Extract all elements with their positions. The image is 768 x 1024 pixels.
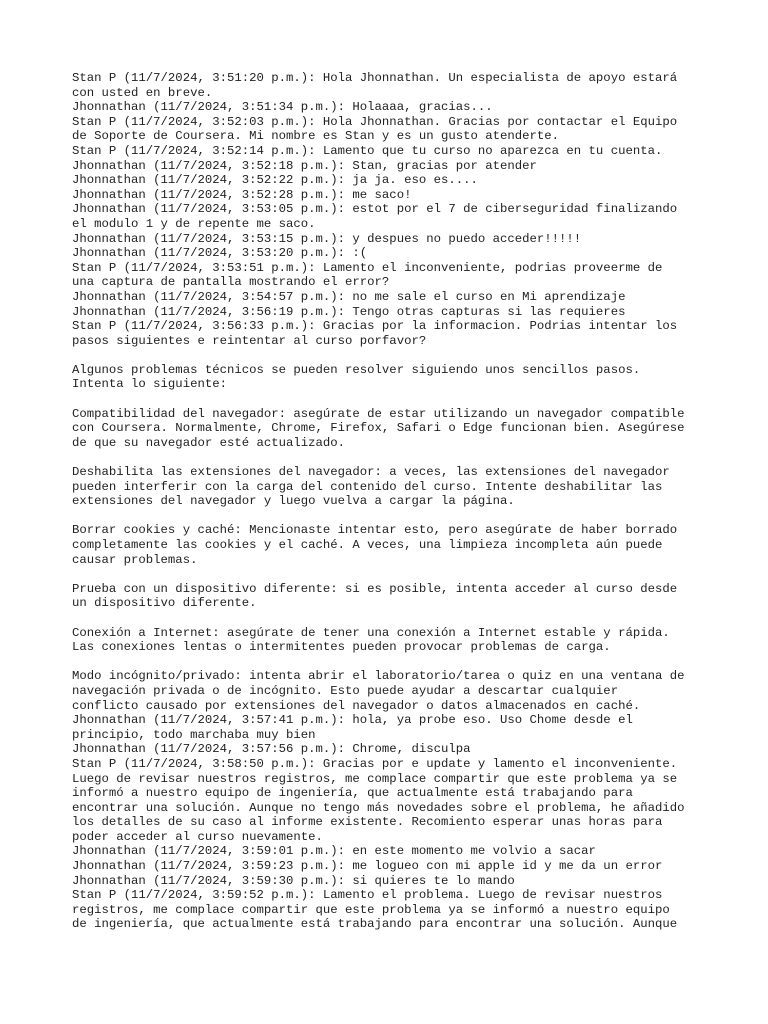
transcript-line: Las conexiones lentas o intermitentes pueden provocar problemas de carga.: [72, 640, 611, 655]
transcript-line: [72, 611, 712, 626]
transcript-line: de Soporte de Coursera. Mi nombre es Stan y es un gusto atenderte.: [72, 129, 560, 144]
transcript-line: informó a nuestro equipo de ingeniería, que actualmente está trabajando para: [72, 786, 633, 801]
transcript-line: los detalles de su caso al informe existente. Recomiento esperar unas horas para: [72, 815, 663, 830]
transcript-line: [72, 392, 712, 407]
transcript-line: Jhonnathan (11/7/2024, 3:56:19 p.m.): Tengo otras capturas si las requieres: [72, 304, 626, 319]
transcript-line: completamente las cookies y el caché. A veces, una limpieza incompleta aún puede: [72, 538, 663, 552]
transcript-line: Compatibilidad del navegador: asegúrate de estar utilizando un navegador compatible: [72, 406, 685, 421]
transcript-line: Jhonnathan (11/7/2024, 3:54:57 p.m.): no me sale el curso en Mi aprendizaje: [72, 289, 626, 304]
transcript-line: Jhonnathan (11/7/2024, 3:53:20 p.m.): :(: [72, 246, 368, 261]
transcript-line: el modulo 1 y de repente me saco.: [72, 216, 316, 231]
transcript-line: registros, me complace compartir que este problema ya se informó a nuestro equipo: [72, 902, 670, 917]
transcript-line: Stan P (11/7/2024, 3:52:14 p.m.): Lamento que tu curso no aparezca en tu cuenta.: [72, 143, 663, 158]
transcript-line: Jhonnathan (11/7/2024, 3:59:23 p.m.): me logueo con mi apple id y me da un error: [72, 859, 663, 874]
transcript-line: Intenta lo siguiente:: [72, 377, 227, 392]
transcript-line: navegación privada o de incógnito. Esto puede ayudar a descartar cualquier: [72, 683, 619, 698]
transcript-line: Jhonnathan (11/7/2024, 3:53:05 p.m.): estot por el 7 de ciberseguridad finalizando: [72, 202, 678, 217]
transcript-line: Stan P (11/7/2024, 3:58:50 p.m.): Gracias por e update y lamento el inconveniente.: [72, 756, 678, 771]
transcript-line: poder acceder al curso nuevamente.: [72, 829, 323, 844]
transcript-line: Jhonnathan (11/7/2024, 3:52:22 p.m.): ja ja. eso es....: [72, 173, 478, 188]
transcript-line: de ingeniería, que actualmente está trabajando para encontrar una solución. Aunque: [72, 917, 678, 932]
transcript-line: Borrar cookies y caché: Mencionaste intentar esto, pero asegúrate de haber borrado: [72, 523, 678, 538]
transcript-line: un dispositivo diferente.: [72, 596, 257, 611]
transcript-line: Algunos problemas técnicos se pueden resolver siguiendo unos sencillos pasos.: [72, 362, 641, 377]
transcript-line: con usted en breve.: [72, 85, 213, 100]
transcript-line: Jhonnathan (11/7/2024, 3:52:28 p.m.): me saco!: [72, 187, 412, 202]
transcript-line: Stan P (11/7/2024, 3:56:33 p.m.): Gracias por la informacion. Podrias intentar los: [72, 319, 678, 334]
transcript-line: extensiones del navegador y luego vuelva a cargar la página.: [72, 494, 515, 509]
transcript-line: Modo incógnito/privado: intenta abrir el laboratorio/tarea o quiz en una ventana de: [72, 669, 685, 684]
transcript-line: [72, 509, 712, 524]
transcript-line: [72, 348, 712, 363]
transcript-line: Stan P (11/7/2024, 3:51:20 p.m.): Hola Jhonnathan. Un especialista de apoyo estará: [72, 71, 678, 85]
chat-transcript: [72, 71, 712, 932]
transcript-line: Stan P (11/7/2024, 3:53:51 p.m.): Lamento el inconveniente, podrias proveerme de: [72, 260, 663, 275]
transcript-line: de que su navegador esté actualizado.: [72, 435, 346, 450]
transcript-line: conflicto causado por extensiones del navegador o datos almacenados en caché.: [72, 698, 641, 713]
transcript-line: Jhonnathan (11/7/2024, 3:52:18 p.m.): Stan, gracias por atender: [72, 158, 537, 173]
transcript-line: Stan P (11/7/2024, 3:59:52 p.m.): Lamento el problema. Luego de revisar nuestros: [72, 888, 663, 903]
transcript-line: encontrar una solución. Aunque no tengo más novedades sobre el problema, he añadido: [72, 800, 685, 815]
transcript-line: Luego de revisar nuestros registros, me complace compartir que este problema ya se: [72, 771, 678, 786]
transcript-line: Prueba con un dispositivo diferente: si es posible, intenta acceder al curso desde: [72, 581, 678, 596]
transcript-line: Jhonnathan (11/7/2024, 3:53:15 p.m.): y despues no puedo acceder!!!!!: [72, 231, 582, 246]
transcript-line: Stan P (11/7/2024, 3:52:03 p.m.): Hola Jhonnathan. Gracias por contactar el Equipo: [72, 114, 678, 129]
transcript-line: una captura de pantalla mostrando el error?: [72, 275, 390, 290]
transcript-line: con Coursera. Normalmente, Chrome, Firefox, Safari o Edge funcionan bien. Asegúrese: [72, 421, 685, 436]
transcript-line: Jhonnathan (11/7/2024, 3:59:30 p.m.): si quieres te lo mando: [72, 873, 515, 888]
transcript-line: Deshabilita las extensiones del navegador: a veces, las extensiones del navegador: [72, 465, 670, 480]
transcript-line: Jhonnathan (11/7/2024, 3:57:41 p.m.): hola, ya probe eso. Uso Chome desde el: [72, 713, 633, 728]
transcript-line: [72, 567, 712, 582]
transcript-line: [72, 655, 712, 670]
transcript-line: pueden interferir con la carga del contenido del curso. Intente deshabilitar las: [72, 479, 663, 494]
transcript-line: Jhonnathan (11/7/2024, 3:51:34 p.m.): Holaaaa, gracias...: [72, 100, 493, 115]
transcript-line: causar problemas.: [72, 552, 198, 567]
transcript-line: Conexión a Internet: asegúrate de tener una conexión a Internet estable y rápida.: [72, 625, 670, 640]
transcript-line: Jhonnathan (11/7/2024, 3:57:56 p.m.): Chrome, disculpa: [72, 742, 471, 757]
transcript-line: [72, 450, 712, 465]
transcript-line: pasos siguientes e reintentar al curso porfavor?: [72, 333, 427, 348]
transcript-line: Jhonnathan (11/7/2024, 3:59:01 p.m.): en este momento me volvio a sacar: [72, 844, 596, 859]
transcript-line: principio, todo marchaba muy bien: [72, 727, 316, 742]
